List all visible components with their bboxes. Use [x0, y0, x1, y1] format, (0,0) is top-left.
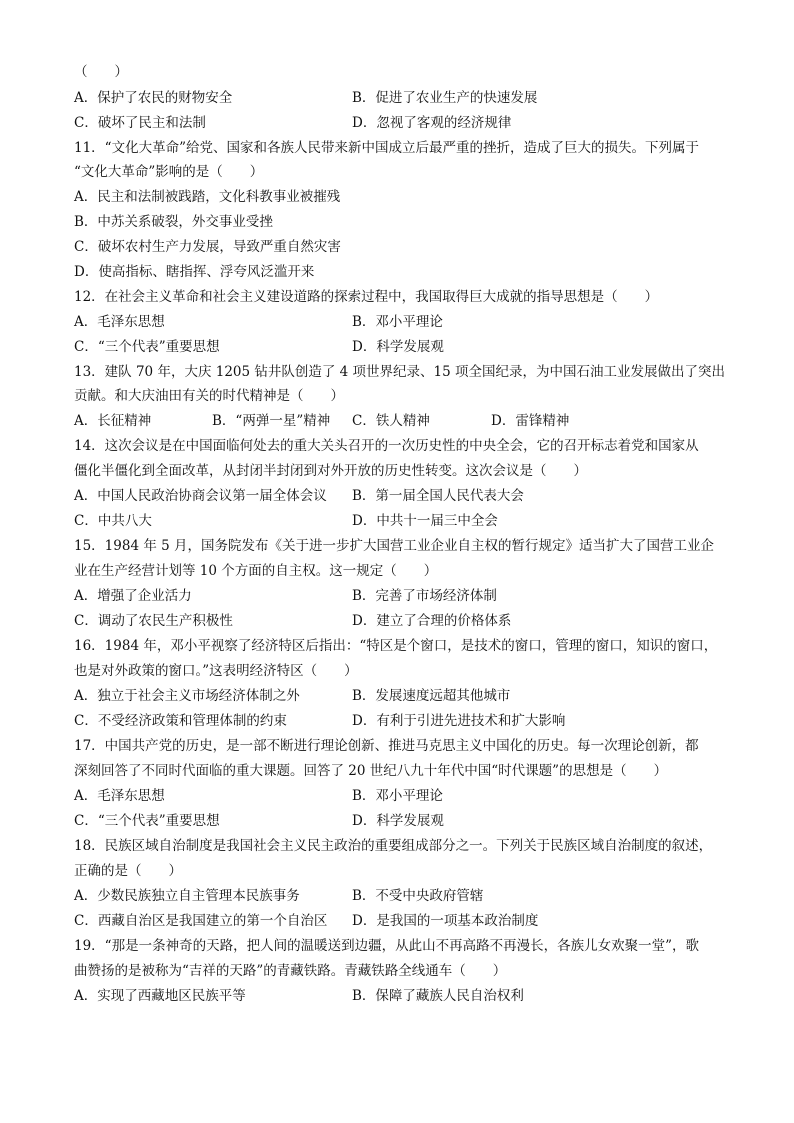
q15-option-a: A．增强了企业活力 — [74, 588, 192, 604]
q16-option-d: D．有利于引进先进技术和扩大影响 — [352, 713, 566, 729]
q12-option-b: B．邓小平理论 — [352, 314, 443, 330]
q14-option-a: A．中国人民政治协商会议第一届全体会议 — [74, 488, 327, 504]
q10-option-b: B．促进了农业生产的快速发展 — [352, 90, 538, 106]
q12-option-c: C．“三个代表”重要思想 — [74, 339, 220, 355]
q13-stem-line2: 贡献。和大庆油田有关的时代精神是（ ） — [74, 388, 344, 404]
q17-option-a: A．毛泽东思想 — [74, 788, 165, 804]
q14-stem-line1: 14．这次会议是在中国面临何处去的重大关头召开的一次历史性的中央全会，它的召开标志着党和国家从 — [74, 438, 699, 454]
q17-stem-line1: 17．中国共产党的历史，是一部不断进行理论创新、推进马克思主义中国化的历史。每一次理论创新，都 — [74, 738, 699, 754]
q11-stem-line2: “文化大革命”影响的是（ ） — [74, 164, 264, 180]
q15-option-b: B．完善了市场经济体制 — [352, 588, 497, 604]
q15-option-c: C．调动了农民生产积极性 — [74, 613, 233, 629]
q14-option-b: B．第一届全国人民代表大会 — [352, 488, 524, 504]
q15-stem-line2: 业在生产经营计划等 10 个方面的自主权。这一规定（ ） — [74, 563, 438, 579]
q18-option-a: A．少数民族独立自主管理本民族事务 — [74, 888, 300, 904]
q18-option-c: C．西藏自治区是我国建立的第一个自治区 — [74, 913, 328, 929]
q12-option-a: A．毛泽东思想 — [74, 314, 165, 330]
q10-option-a: A．保护了农民的财物安全 — [74, 90, 233, 106]
q14-option-c: C．中共八大 — [74, 513, 152, 529]
q14-stem-line2: 僵化半僵化到全面改革，从封闭半封闭到对外开放的历史性转变。这次会议是（ ） — [74, 463, 587, 479]
q14-option-d: D．中共十一届三中全会 — [352, 513, 498, 529]
q19-option-b: B．保障了藏族人民自治权利 — [352, 988, 524, 1004]
q12-option-d: D．科学发展观 — [352, 339, 444, 355]
q10-option-c: C．破坏了民主和法制 — [74, 115, 206, 131]
q16-option-b: B．发展速度远超其他城市 — [352, 688, 511, 704]
q13-stem-line1: 13．建队 70 年，大庆 1205 钻井队创造了 4 项世界纪录、15 项全国纪录，为中国石油工业发展做出了突出 — [74, 364, 726, 380]
q18-option-d: D．是我国的一项基本政治制度 — [352, 913, 539, 929]
q11-option-a: A．民主和法制被践踏，文化科教事业被摧残 — [74, 189, 341, 205]
q18-stem-line2: 正确的是（ ） — [74, 863, 182, 879]
q19-option-a: A．实现了西藏地区民族平等 — [74, 988, 246, 1004]
q17-stem-line2: 深刻回答了不同时代面临的重大课题。回答了 20 世纪八九十年代中国“时代课题”的思想是（ ） — [74, 763, 668, 779]
q17-option-c: C．“三个代表”重要思想 — [74, 813, 220, 829]
q15-stem-line1: 15．1984 年 5 月，国务院发布《关于进一步扩大国营工业企业自主权的暂行规定》适当扩大了国营工业企 — [74, 538, 714, 554]
q13-option-a: A．长征精神 — [74, 413, 152, 429]
q13-option-c: C．铁人精神 — [352, 413, 430, 429]
q10-answer-blank: （ ） — [74, 64, 128, 80]
q19-stem-line2: 曲赞扬的是被称为“吉祥的天路”的青藏铁路。青藏铁路全线通车（ ） — [74, 963, 507, 979]
q16-option-c: C．不受经济政策和管理体制的约束 — [74, 713, 287, 729]
q16-stem-line1: 16．1984 年，邓小平视察了经济特区后指出：“特区是个窗口，是技术的窗口，管理的窗口，知识的窗口， — [74, 638, 718, 654]
q11-option-d: D．使高指标、瞎指挥、浮夸风泛滥开来 — [74, 264, 315, 280]
q11-option-b: B．中苏关系破裂，外交事业受挫 — [74, 214, 273, 230]
q11-stem-line1: 11．“文化大革命”给党、国家和各族人民带来新中国成立后最严重的挫折，造成了巨大的损失。下列属于 — [74, 140, 699, 156]
q16-option-a: A．独立于社会主义市场经济体制之外 — [74, 688, 300, 704]
q16-stem-line2: 也是对外政策的窗口。”这表明经济特区（ ） — [74, 663, 358, 679]
q19-stem-line1: 19．“那是一条神奇的天路，把人间的温暖送到边疆，从此山不再高路不再漫长，各族儿女欢聚一堂”，歌 — [74, 938, 699, 954]
q12-stem-line1: 12．在社会主义革命和社会主义建设道路的探索过程中，我国取得巨大成就的指导思想是（ ） — [74, 289, 659, 305]
q13-option-d: D．雷锋精神 — [491, 413, 570, 429]
q11-option-c: C．破坏农村生产力发展，导致严重自然灾害 — [74, 239, 341, 255]
q15-option-d: D．建立了合理的价格体系 — [352, 613, 512, 629]
q13-option-b: B．“两弹一星”精神 — [212, 413, 331, 429]
q17-option-b: B．邓小平理论 — [352, 788, 443, 804]
q10-option-d: D．忽视了客观的经济规律 — [352, 115, 512, 131]
q18-option-b: B．不受中央政府管辖 — [352, 888, 484, 904]
q17-option-d: D．科学发展观 — [352, 813, 444, 829]
q18-stem-line1: 18．民族区域自治制度是我国社会主义民主政治的重要组成部分之一。下列关于民族区域自治制度的叙述， — [74, 838, 713, 854]
